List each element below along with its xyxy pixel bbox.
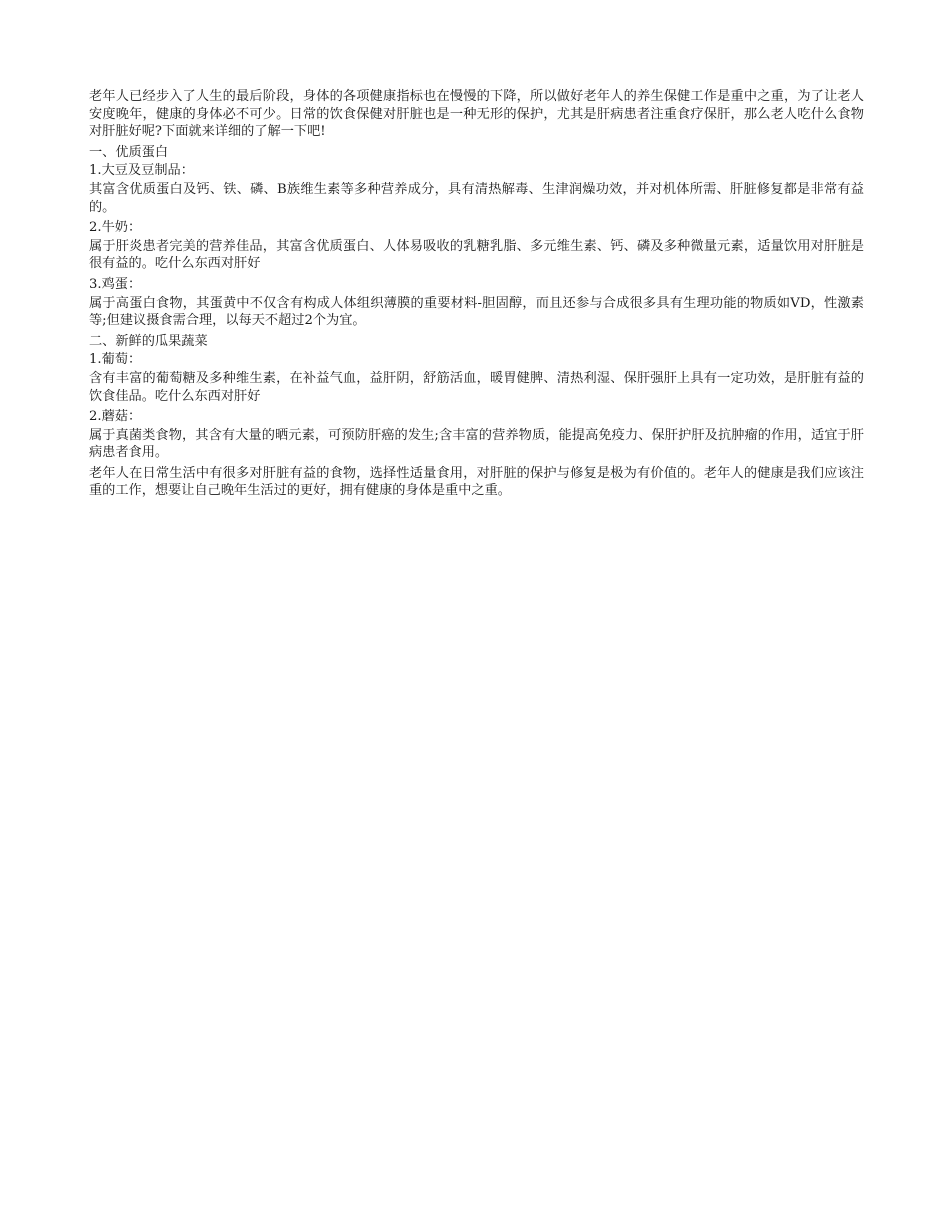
item-heading-mushroom: 2.蘑菇： bbox=[89, 409, 142, 425]
item-heading-milk: 2.牛奶： bbox=[89, 220, 142, 236]
item-text-grape: 含有丰富的葡萄糖及多种维生素，在补益气血，益肝阴，舒筋活血，暖胃健脾、清热利湿、保肝强肝上具有一定功效，是肝脏有益的饮食佳品。吃什么东西对肝好 bbox=[89, 370, 864, 404]
item-text-mushroom: 属于真菌类食物，其含有大量的晒元素，可预防肝癌的发生;含丰富的营养物质，能提高免疫力、保肝护肝及抗肿瘤的作用，适宜于肝病患者食用。 bbox=[89, 427, 864, 461]
document-body bbox=[89, 88, 864, 503]
item-heading-grape: 1.葡萄： bbox=[89, 352, 142, 368]
item-text-milk: 属于肝炎患者完美的营养佳品，其富含优质蛋白、人体易吸收的乳糖乳脂、多元维生素、钙、磷及多种微量元素，适量饮用对肝脏是很有益的。吃什么东西对肝好 bbox=[89, 238, 864, 272]
item-heading-egg: 3.鸡蛋： bbox=[89, 276, 142, 292]
section-heading-protein: 一、优质蛋白 bbox=[89, 144, 169, 160]
item-heading-soy: 1.大豆及豆制品： bbox=[89, 163, 194, 179]
intro-paragraph: 老年人已经步入了人生的最后阶段，身体的各项健康指标也在慢慢的下降，所以做好老年人的养生保健工作是重中之重，为了让老人安度晚年，健康的身体必不可少。日常的饮食保健对肝脏也是一种无形的保护，尤其是肝病患者注重食疗保肝，那么老人吃什么食物对肝脏好呢?下面就来详细的了解一下吧! bbox=[89, 89, 864, 140]
item-text-egg: 属于高蛋白食物，其蛋黄中不仅含有构成人体组织薄膜的重要材料-胆固醇，而且还参与合成很多具有生理功能的物质如VD，性激素等;但建议摄食需合理，以每天不超过2个为宜。 bbox=[89, 295, 864, 329]
section-heading-produce: 二、新鲜的瓜果蔬菜 bbox=[89, 333, 208, 349]
item-text-soy: 其富含优质蛋白及钙、铁、磷、B族维生素等多种营养成分，具有清热解毒、生津润燥功效，并对机体所需、肝脏修复都是非常有益的。 bbox=[89, 181, 864, 215]
conclusion-paragraph: 老年人在日常生活中有很多对肝脏有益的食物，选择性适量食用，对肝脏的保护与修复是极为有价值的。老年人的健康是我们应该注重的工作，想要让自己晚年生活过的更好，拥有健康的身体是重中之重。 bbox=[89, 465, 864, 499]
